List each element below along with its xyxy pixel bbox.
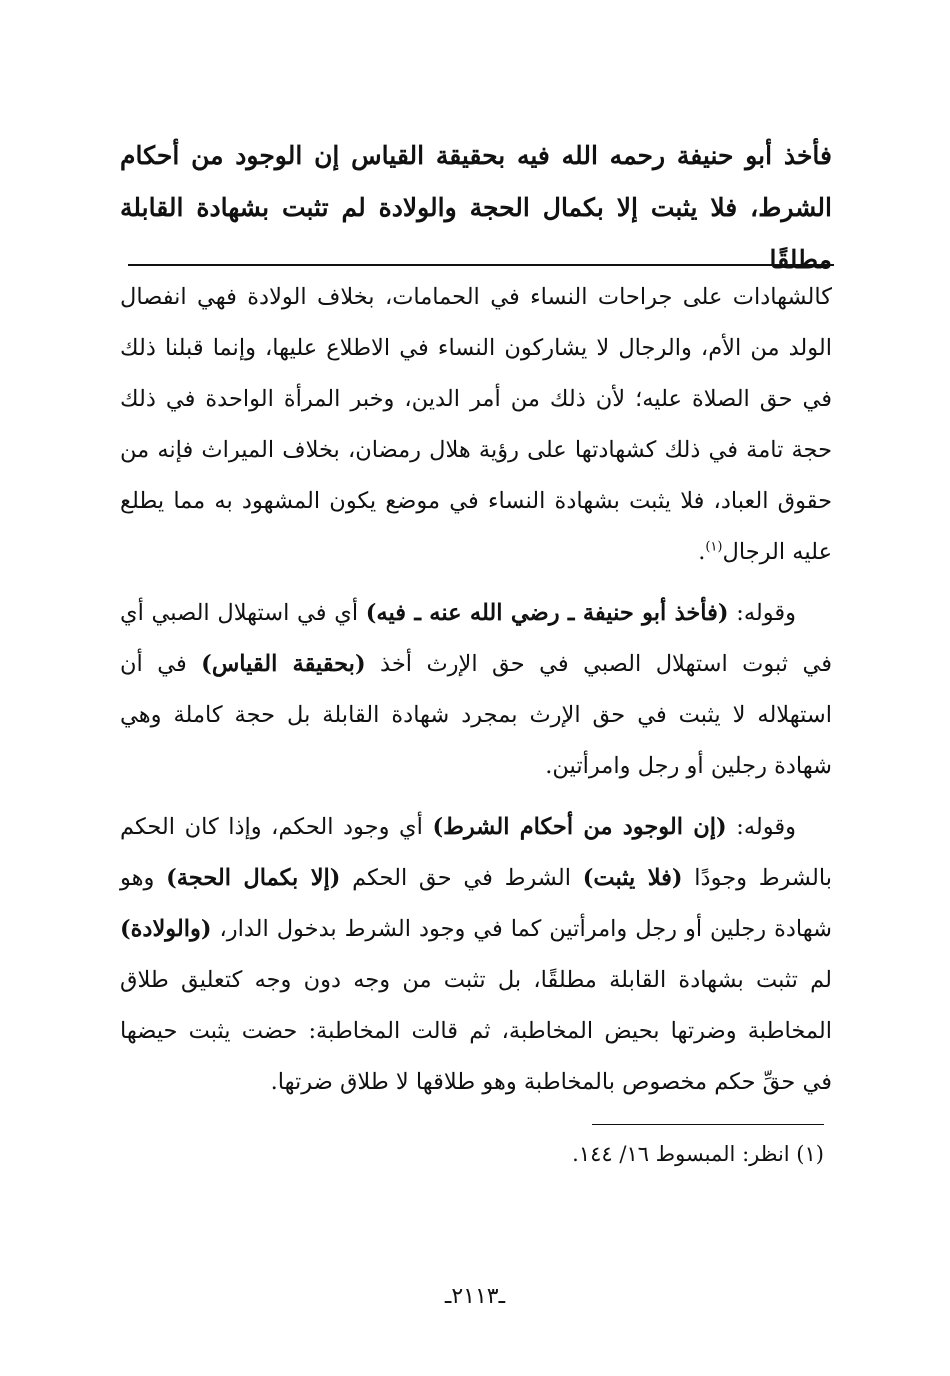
commentary-paragraph-3 [120,802,832,1108]
p3-text-3: وهو شهادة رجلين أو رجل وامرأتين كما في وجود الشرط بدخول الدار، [120,865,832,942]
matn-separator-rule [128,264,834,266]
matn-text [120,130,832,286]
matn-line-1: فأخذ أبو حنيفة رحمه الله فيه بحقيقة القياس إن الوجود من أحكام [120,141,832,170]
p3-text-4: لم تثبت بشهادة القابلة مطلقًا، بل تثبت من وجه دون وجه كتعليق طلاق المخاطبة وضرتها بحيض المخاطبة، ثم قالت المخاطبة: حضت يثبت حيضها في حقِّ حكم مخصوص بالمخاطبة وهو طلاقها لا طلاق ضرتها. [120,967,832,1095]
paragraph-gap [120,792,832,802]
p2-quote-1: (فأخذ أبو حنيفة ـ رضي الله عنه ـ فيه) [365,600,729,626]
p2-quote-2: (بحقيقة القياس) [201,651,366,677]
commentary-paragraph-1 [120,272,832,578]
p3-text-1: أي وجود الحكم، وإذا كان الحكم بالشرط وجودًا [120,814,832,891]
footnote-reference: (١) [705,539,723,555]
commentary-text [120,272,832,1108]
p2-text-1: أي في استهلال الصبي أي في ثبوت استهلال الصبي في حق الإرث أخذ [120,600,832,677]
p3-quote-3: (إلا بكمال الحجة) [166,865,341,891]
p3-text-2: الشرط في حق الحكم [340,865,583,891]
p3-quote-4: (والولادة) [120,916,212,942]
footnote: (١) انظر: المبسوط ١٦/ ١٤٤. [572,1142,824,1166]
p2-text-2: في أن استهلاله لا يثبت في حق الإرث بمجرد شهادة القابلة بل حجة كاملة وهي شهادة رجلين أو رجل وامرأتين. [120,651,832,779]
p3-quote-1: (إن الوجود من أحكام الشرط) [432,814,727,840]
paragraph-gap [120,578,832,588]
p3-lead: وقوله: [726,814,797,840]
commentary-paragraph-2 [120,588,832,792]
commentary-paragraph-1-end: . [698,539,706,565]
matn-line-2: الشرط، فلا يثبت إلا بكمال الحجة والولادة لم تثبت بشهادة القابلة مطلقًا [120,193,832,274]
p2-lead: وقوله: [728,600,796,626]
commentary-paragraph-1-text: كالشهادات على جراحات النساء في الحمامات، بخلاف الولادة فهي انفصال الولد من الأم، والرجال لا يشاركون النساء في الاطلاع عليها، وإنما قبلنا ذلك في حق الصلاة عليه؛ لأن ذلك من أمر الدين، وخبر المرأة الواحدة في ذلك حجة تامة في ذلك كشهادتها على رؤية هلال رمضان، بخلاف الميراث فإنه من حقوق العباد، فلا يثبت بشهادة النساء في موضع يكون المشهود به مما يطلع عليه الرجال [120,284,832,565]
p3-quote-2: (فلا يثبت) [582,865,683,891]
page-number: ـ٢١١٣ـ [444,1284,506,1309]
footnote-separator-rule [592,1124,824,1125]
